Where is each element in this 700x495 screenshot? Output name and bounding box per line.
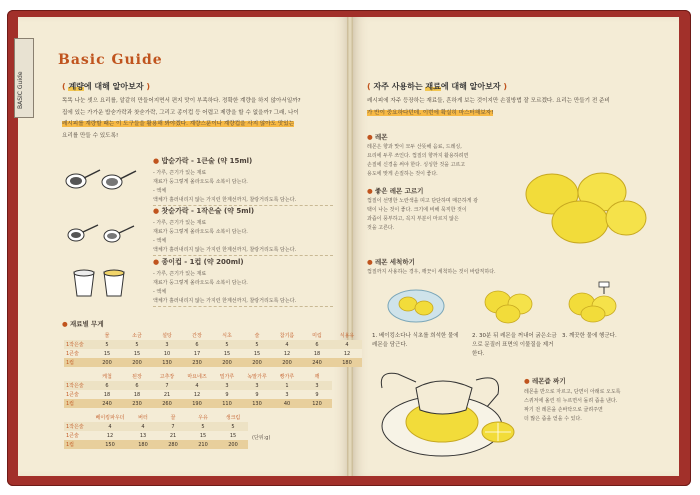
- bookmark-label: BASIC Guide: [17, 71, 24, 109]
- rinsed-lemons-illustration: [566, 282, 626, 322]
- lemon-squeezer-illustration: [376, 368, 508, 466]
- unit-note: (단위:g): [252, 435, 271, 441]
- lemons-illustration: [522, 168, 650, 248]
- section-heading-ingredients: ( 자주 사용하는 재료에 대해 알아보자 ): [367, 82, 507, 91]
- bookmark-tab[interactable]: [14, 38, 34, 118]
- choose-lemon-text: 껍질이 선명한 노란색을 띠고 단단하며 매끈하게 광 택이 나는 것이 좋다. 크기에 비해 묵직한 것이 과즙이 풍부하고, 꼭지 부분이 마르지 않은 것을 고른다.: [367, 198, 478, 231]
- lemon-half-illustration: [480, 420, 516, 444]
- book-spine: [347, 17, 353, 476]
- measure-paper-cup: ● 종이컵 - 1컵 (약 200ml) - 가루, 끈기가 있는 재료 재료가 둥그렇게 올라오도록 소복이 담는다. - 액체 액체가 흘러내리지 않는 가지런 한계선까지, 찰랑거리도록 담는다.: [153, 257, 333, 307]
- weight-table-1: 물 소금 설탕 간장 식초 술 참기름 미림 식용유 1작은술 5 5 3 6 5 5 4 6 4 1큰술 15 15 10 17 15 15 12 18 12 1컵 200 200 130 230 200 200 200 240 180: [64, 331, 362, 367]
- lemon-in-bowl-illustration: [386, 286, 446, 324]
- squeeze-lemon-text: 레몬을 반으로 자르고, 단면이 아래로 오도록 스퀴저에 올린 뒤 누르면서 돌려 즙을 낸다. 짜기 전 레몬을 손바닥으로 굴려주면 더 많은 즙을 얻을 수 있다.: [524, 389, 621, 422]
- wash-step-2: 2. 30분 뒤 레몬을 꺼내어 굵은소금으로 문질러 표면의 이물질을 제거한다.: [472, 333, 557, 357]
- tablespoon-illustration: [62, 166, 146, 194]
- wash-step-3: 3. 깨끗한 물에 헹군다.: [562, 333, 617, 339]
- lemons-with-salt-illustration: [482, 286, 538, 324]
- weight-table-2: 케첩 된장 고추장 마요네즈 밀가루 녹말가루 빵가루 깨 1작은술 6 6 7 4 3 3 1 3 1큰술 18 18 21 12 9 9 3 9 1컵 240 230 260 190 110 130 40 120: [64, 372, 332, 408]
- measure-tablespoon: ● 밥숟가락 - 1큰술 (약 15ml) - 가루, 끈기가 있는 재료 재료가 둥그렇게 올라오도록 소복이 담는다. - 액체 액체가 흘러내리지 않는 가지런 한계선까지, 찰랑거리도록 담는다.: [153, 156, 333, 206]
- section-heading-measure: ( 계량에 대해 알아보자 ): [62, 82, 151, 91]
- lemon-heading: ● 레몬: [367, 133, 388, 141]
- choose-lemon-heading: ● 좋은 레몬 고르기: [367, 187, 424, 195]
- weight-table-3: 베이킹파우더 버터 꿀 우유 생크림 1작은술 4 4 7 5 5 1큰술 12 13 21 15 15 1컵 150 180 280 210 200: [64, 413, 248, 449]
- lemon-text: 레몬은 향과 맛이 모두 산뜻해 음료, 드레싱, 요리에 두루 쓰인다. 껍질의 향까지 활용하려면 손질에 신경을 써야 한다. 싱싱한 것을 고르고 용도에 맞게 손질하는 것이 좋다.: [367, 144, 469, 177]
- paper-cup-illustration: [72, 268, 132, 298]
- intro-paragraph: 똑똑 나눈 셋으 요리를, 알같히 만들어지면서 편지 맛이 부족하다. 정확한 계량을 하지 않아서일까? 집에 있는 가가운 밥숟가락과 찻숟가락, 그리고 종이컵 등 어렵고 제량을 할 수 없을까? 그래, 나이 레시피를 계량할 때는 이 도구들을 활용해 봐야겠다. 계량스푼이나 계량컵을 사지 않아도 맛있는 요리를 만들 수 있도록!: [62, 98, 301, 139]
- weight-table-heading: ● 재료별 무게: [62, 320, 104, 328]
- ingredients-intro: 레시피에 자주 등장하는 재료들, 흔하게 보는 것이지만 손질방법 잘 모르겠다. 요리는 만들기 전 준비 가 반이 중요하다던데, 이번에 확실히 마스터해보자!: [367, 98, 610, 116]
- wash-lemon-heading: ● 레몬 세척하기: [367, 258, 415, 266]
- wash-step-1: 1. 베이킹소다나 식초를 희석한 물에 레몬을 담근다.: [372, 333, 459, 348]
- wash-lemon-text: 껍질까지 사용하는 경우, 깨끗이 세척하는 것이 바람직하다.: [367, 269, 496, 275]
- page-title: Basic Guide: [58, 52, 163, 68]
- squeeze-lemon-heading: ● 레몬즙 짜기: [524, 377, 566, 385]
- measure-teaspoon: ● 찻숟가락 - 1작은술 (약 5ml) - 가루, 끈기가 있는 재료 재료가 둥그렇게 올라오도록 소복이 담는다. - 액체 액체가 흘러내리지 않는 가지런 한계선까지, 찰랑거리도록 담는다.: [153, 206, 333, 256]
- teaspoon-illustration: [64, 220, 148, 248]
